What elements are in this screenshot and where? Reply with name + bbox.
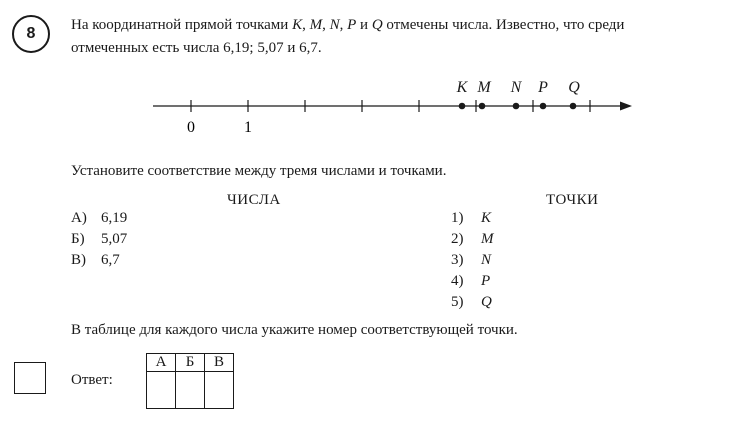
point-option-3: 3) N [451,252,492,268]
inline-point-q: Q [371,17,383,33]
number-option-a: А) 6,19 [71,210,128,226]
number-line-arrow [620,102,632,111]
point-option-5: 5) Q [451,294,492,310]
point-n-dot [513,103,520,110]
point-p-label: P [538,79,548,96]
inline-point-k: K [292,17,303,33]
task-number: 8 [26,25,36,42]
number-option-c: В) 6,7 [71,252,120,268]
problem-line-1: На координатной прямой точками K, M, N, P и Q отмечены числа. Известно, что среди [71,17,625,33]
table-instruction: В таблице для каждого числа укажите номер соответствующей точки. [71,322,518,338]
point-p-dot [540,103,547,110]
point-m-label: M [477,79,491,96]
point-option-2: 2) M [451,231,494,247]
answer-cell-c[interactable] [205,372,234,409]
inline-point-p: P [347,17,357,33]
point-m-dot [479,103,486,110]
point-q-label: Q [568,79,580,96]
point-n-label: N [510,79,522,96]
points-header: ТОЧКИ [546,192,599,208]
inline-point-n: N [329,17,340,33]
number-line [0,0,748,150]
answer-cell-b[interactable] [176,372,205,409]
answer-table-header-row [147,354,234,372]
answer-header-c: В [205,354,234,372]
point-k-dot [459,103,466,110]
match-instruction: Установите соответствие между тремя числами и точками. [71,163,447,179]
problem-line-2: отмеченных есть числа 6,19; 5,07 и 6,7. [71,40,322,56]
point-q-dot [570,103,577,110]
answer-header-b: Б [176,354,205,372]
tick-label-0: 0 [187,119,195,136]
answer-label: Ответ: [71,372,113,388]
answer-header-a: А [147,354,176,372]
number-option-b: Б) 5,07 [71,231,128,247]
point-option-1: 1) K [451,210,492,226]
point-k-label: K [456,79,468,96]
answer-cell-a[interactable] [147,372,176,409]
inline-point-m: M [309,17,323,33]
answer-table-input-row [147,372,234,409]
answer-checkbox[interactable] [14,362,46,394]
answer-table [146,353,234,409]
point-option-4: 4) P [451,273,491,289]
tick-label-1: 1 [244,119,252,136]
numbers-header: ЧИСЛА [227,192,281,208]
